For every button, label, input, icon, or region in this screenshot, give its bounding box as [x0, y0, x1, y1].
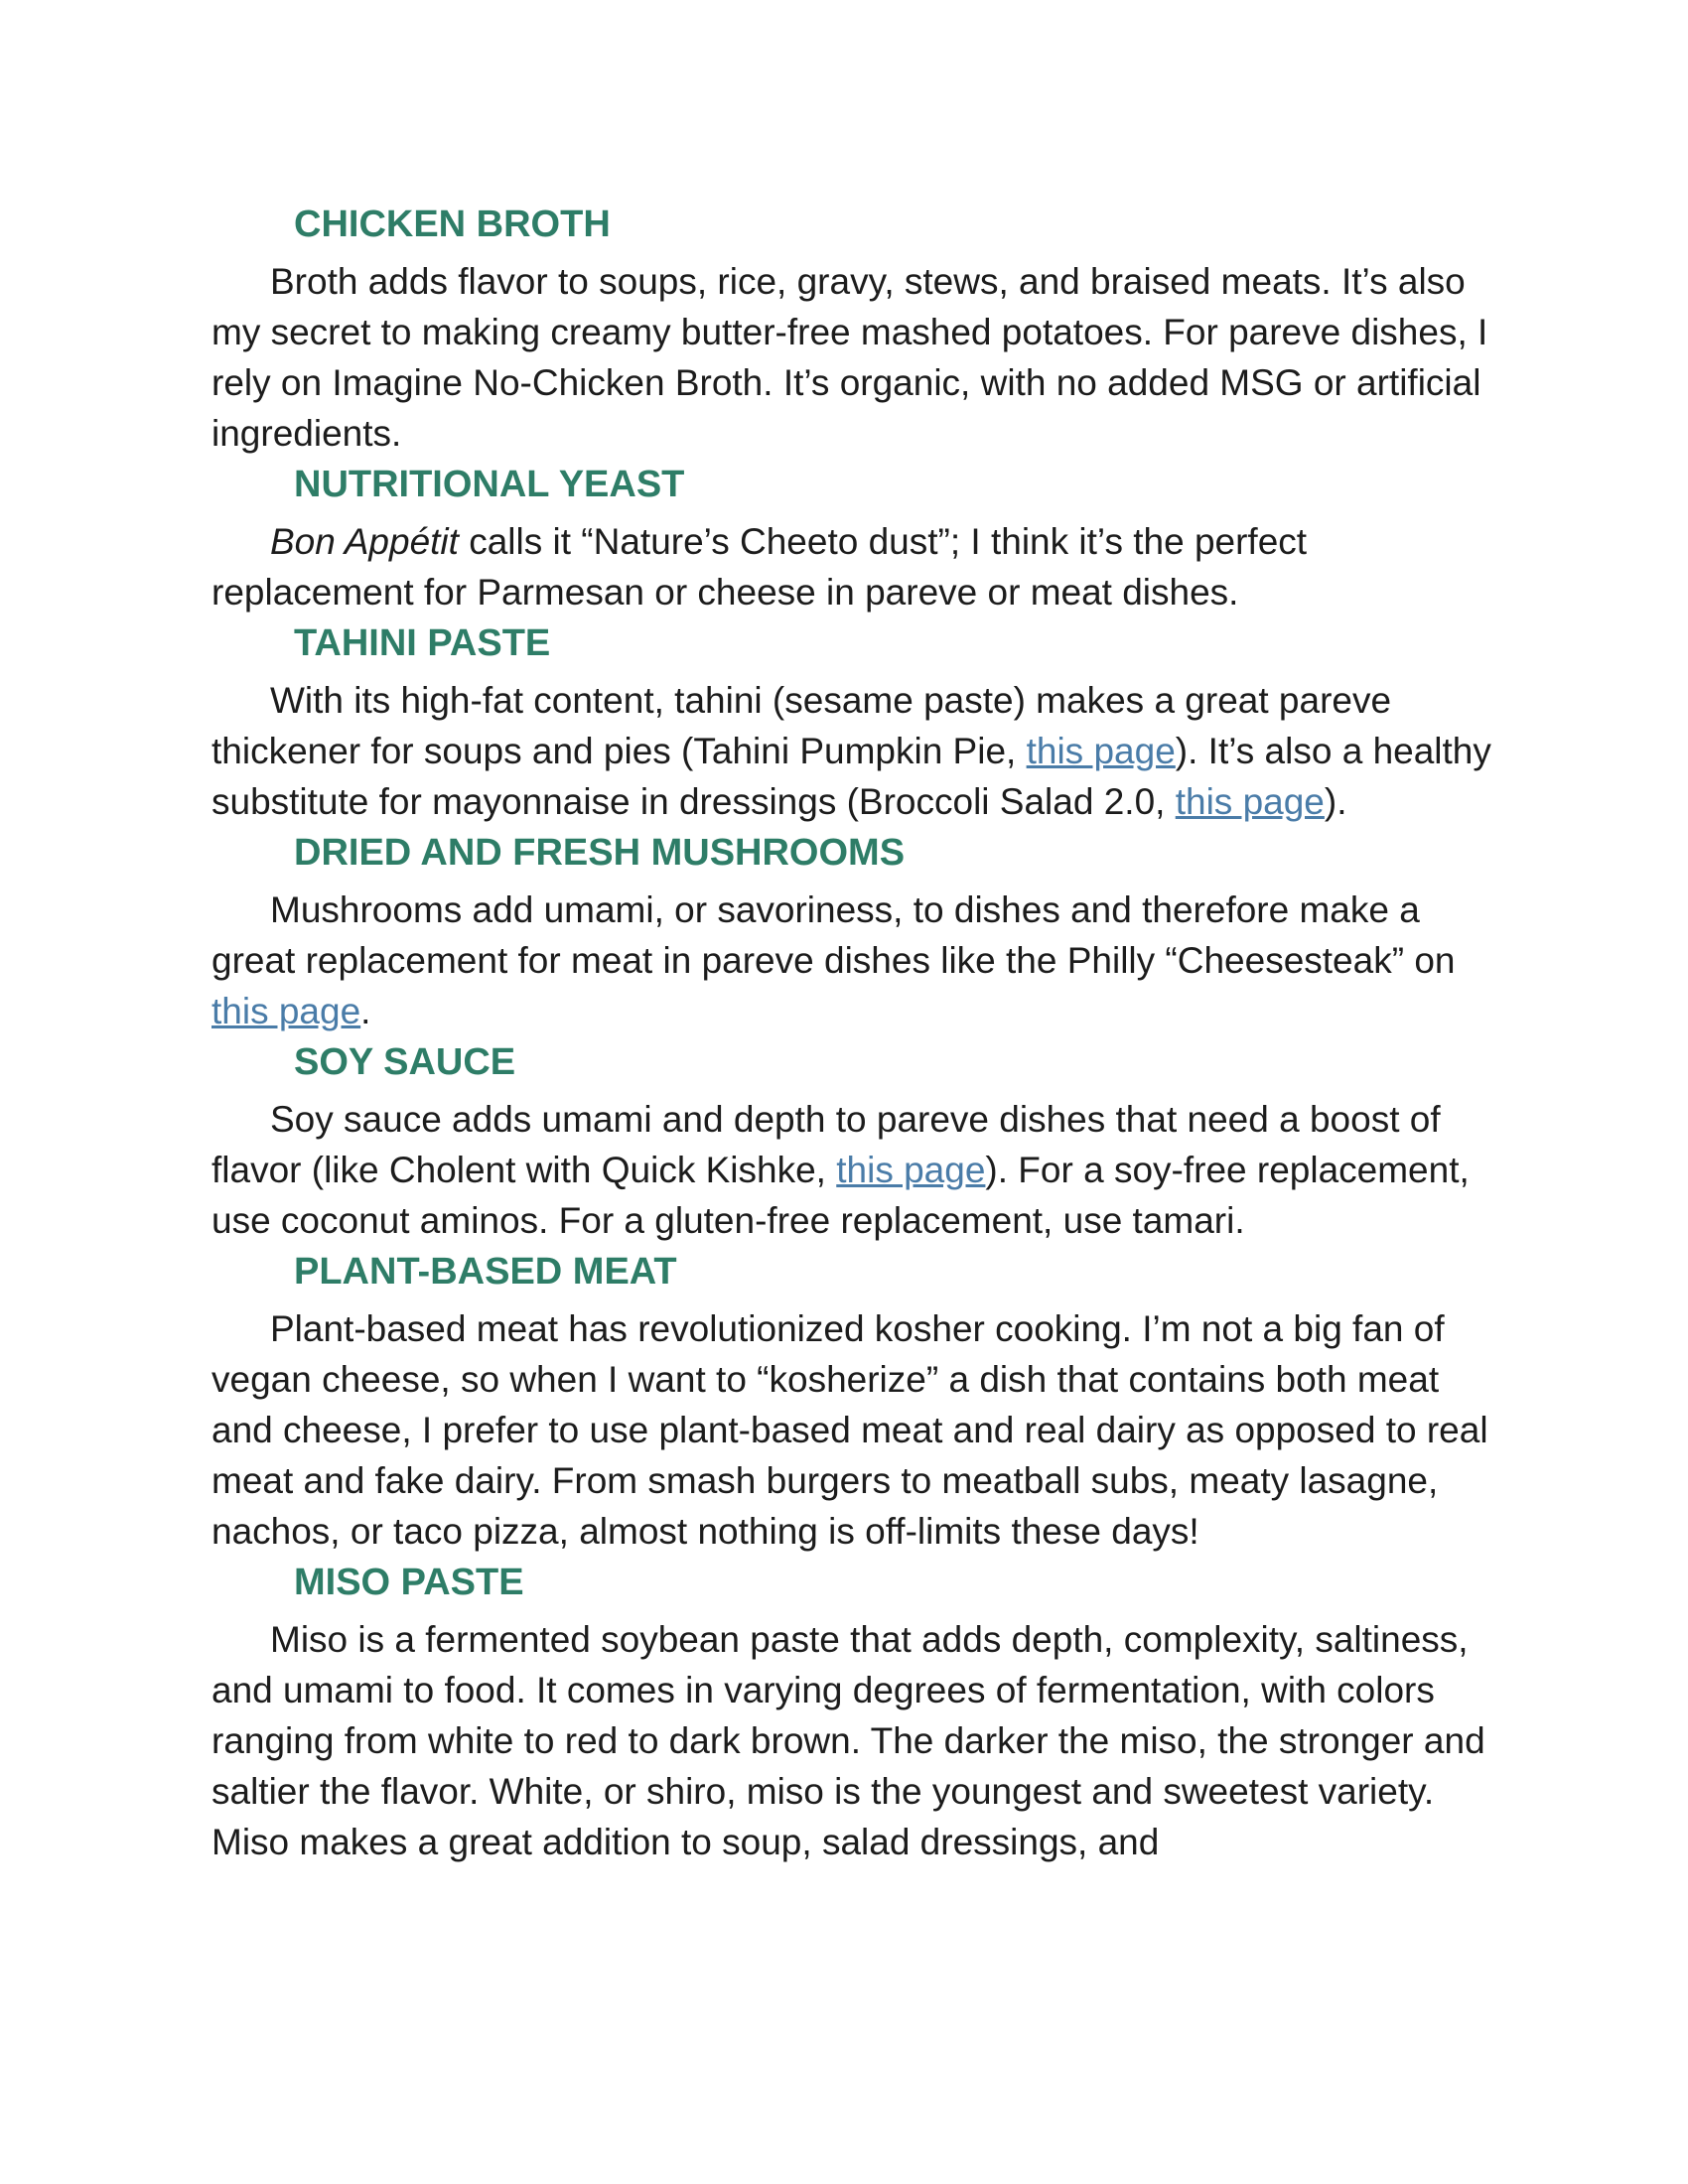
section-body — [211, 885, 1492, 1036]
publication-title: Bon Appétit — [270, 521, 459, 562]
body-text: ). For a soy-free replacement, use coconut aminos. For a gluten-free replacement, use tamari. — [211, 1150, 1470, 1241]
page-reference-link[interactable]: this page — [211, 991, 361, 1031]
body-text: ). — [1324, 781, 1347, 822]
document-page — [211, 199, 1492, 1867]
section-body: Broth adds flavor to soups, rice, gravy, stews, and braised meats. It’s also my secret to making creamy butter-free mashed potatoes. For pareve dishes, I rely on Imagine No-Chicken Broth. It’s organic, with no added MSG or artificial ingredients. — [211, 261, 1488, 454]
page-reference-link[interactable]: this page — [1026, 731, 1176, 771]
section-heading: MISO PASTE — [294, 1562, 524, 1603]
section-heading: DRIED AND FRESH MUSHROOMS — [294, 832, 906, 874]
section-body — [211, 1094, 1492, 1246]
section-heading: TAHINI PASTE — [294, 622, 551, 664]
body-text: calls it “Nature’s Cheeto dust”; I think it’s the perfect replacement for Parmesan or cheese in pareve or meat dishes. — [211, 521, 1308, 613]
page-reference-link[interactable]: this page — [1175, 781, 1325, 822]
section-body — [211, 516, 1492, 617]
body-text: Soy sauce adds umami and depth to pareve dishes that need a boost of flavor (like Cholent with Quick Kishke, — [211, 1099, 1441, 1190]
body-text: Mushrooms add umami, or savoriness, to dishes and therefore make a great replacement for meat in pareve dishes like the Philly “Cheesesteak” on — [211, 889, 1456, 981]
body-text: With its high-fat content, tahini (sesame paste) makes a great pareve thickener for soups and pies (Tahini Pumpkin Pie, — [211, 680, 1392, 771]
section-body — [211, 675, 1492, 827]
section-body: Plant-based meat has revolutionized kosher cooking. I’m not a big fan of vegan cheese, so when I want to “kosherize” a dish that contains both meat and cheese, I prefer to use plant-based meat and real dairy as opposed to real meat and fake dairy. From smash burgers to meatball subs, meaty lasagne, nachos, or taco pizza, almost nothing is off-limits these days! — [211, 1308, 1488, 1552]
section-heading: PLANT-BASED MEAT — [294, 1251, 677, 1293]
section-heading: SOY SAUCE — [294, 1041, 516, 1083]
section-body: Miso is a fermented soybean paste that adds depth, complexity, saltiness, and umami to food. It comes in varying degrees of fermentation, with colors ranging from white to red to dark brown. The darker the miso, the stronger and saltier the flavor. White, or shiro, miso is the youngest and sweetest variety. Miso makes a great addition to soup, salad dressings, and — [211, 1619, 1485, 1862]
section-heading: CHICKEN BROTH — [294, 204, 611, 245]
body-text: . — [360, 991, 371, 1031]
section-heading: NUTRITIONAL YEAST — [294, 464, 685, 505]
page-reference-link[interactable]: this page — [836, 1150, 986, 1190]
body-text: ). It’s also a healthy substitute for mayonnaise in dressings (Broccoli Salad 2.0, — [211, 731, 1491, 822]
